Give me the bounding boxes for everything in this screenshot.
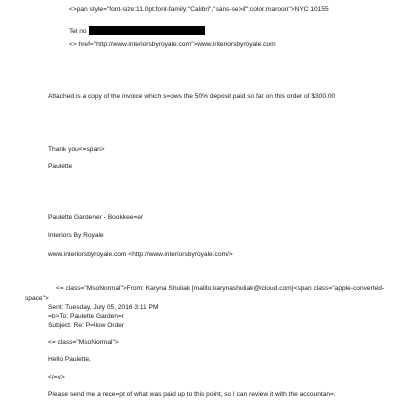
signature-website: www.interiorsbyroyale.com <http://www.interiorsbyroyale.com/> [48, 251, 233, 258]
mso-normal-line: <= class="MsoNormal"> [48, 339, 119, 346]
sent-header-line: Sent: Tuesday, July 05, 2016 3:11 PM [48, 304, 159, 311]
span-style-line: <>pan style="font-size:11.0pt;font-family:"Calibri","sans-se>if";color:maroon">NYC 10155 [69, 6, 329, 13]
signature-name-title: Paulette Gardener - Bookkee=er [48, 214, 144, 221]
redacted-phone-number [89, 26, 205, 35]
from-header-line: <= class="MsoNormal">From: Karyna Shuliak [mailto:karynashuliak@icloud.com]<span class="apple-converted- [56, 285, 385, 292]
div-close-line: </=v> [48, 374, 65, 381]
sender-first-name: Paulette [48, 163, 73, 170]
tel-label: Tel no [69, 28, 87, 35]
attached-invoice-line: Attached is a copy of the invoice which s=ows the 50% deposit paid so far on this order of $300.00 [48, 93, 336, 100]
to-header-line: =b>To: Paulette Garden=r [48, 313, 125, 320]
from-header-continuation: space"> [25, 295, 49, 302]
greeting-line: Hello Paulette, [48, 356, 91, 363]
href-line: <> href="http://www.interiorsbyroyale.com">www.interiorsbyroyale.com [69, 41, 276, 48]
subject-header-line: Subject: Re: P=llow Order [48, 322, 125, 329]
signature-company: Interiors By Royale [48, 232, 104, 239]
thank-you-line: Thank you<=span> [48, 146, 105, 153]
tel-line [69, 26, 205, 36]
request-receipt-line: Please send me a rece=pt of what was paid up to this point, so I can review it with the accountan=. [48, 391, 336, 398]
